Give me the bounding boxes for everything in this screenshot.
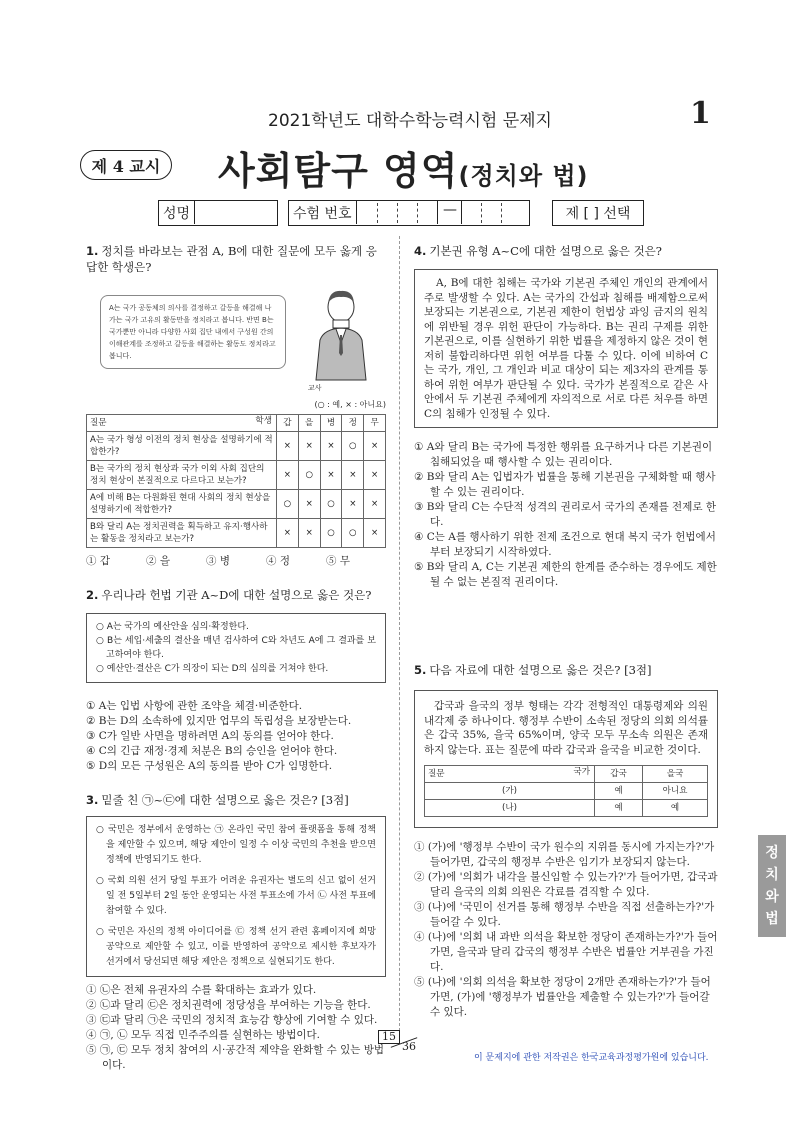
option[interactable]: ③ B와 달리 C는 수단적 성격의 권리로서 국가의 존재를 전제로 한다. [414,501,716,528]
option[interactable]: ③ ㉢과 달리 ㉠은 국민의 정치적 효능감 향상에 기여할 수 있다. [86,1014,378,1026]
question-3-stem: 3. 밑줄 친 ㉠~㉢에 대한 설명으로 옳은 것은? [3점] [86,793,349,807]
option[interactable]: ⑤ (나)에 '의회 의석을 확보한 정당이 2개만 존재하는가?'가 들어가면, (가)에 '행정부가 법률안을 제출할 수 있는가?'가 들어갈 수 있다. [414,976,711,1018]
option[interactable]: ③ 병 [206,555,230,567]
question-2-stem: 2. 우리나라 헌법 기관 A~D에 대한 설명으로 옳은 것은? [86,588,372,602]
question-5-box [414,690,718,828]
question-2-options [86,699,386,774]
exam-number-label: 수험 번호 [289,201,357,224]
question-5-options [414,840,718,1020]
question-2-box: ○ A는 국가의 예산안을 심의·확정한다. ○ B는 세입·세출의 결산을 매년 검사하여 C와 차년도 A에 그 결과를 보고하여야 한다. ○ 예산안·결산은 C가 의장이 되는 D의 심의를 거쳐야 한다. [86,613,386,683]
option[interactable]: ② B와 달리 A는 입법자가 법률을 통해 기본권을 구체화할 때 행사할 수 있는 권리이다. [414,471,716,498]
option[interactable]: ④ (나)에 '의회 내 과반 의석을 확보한 정당이 존재하는가?'가 들어가면, 을국과 달리 갑국의 행정부 수반은 법률안 거부권을 가진다. [414,931,718,973]
header-student: 학생 [255,416,272,426]
option[interactable]: ⑤ B와 달리 A, C는 기본권 제한의 한계를 준수하는 경우에도 제한될 수 없는 본질적 권리이다. [414,561,717,588]
digit-divider [397,203,398,223]
subject-sub: (정치와 법) [458,162,589,190]
digit-divider [417,203,418,223]
option[interactable]: ⑤ 무 [326,555,350,567]
page-total: 36 [402,1040,416,1053]
option[interactable]: ⑤ D의 모든 구성원은 A의 동의를 받아 C가 임명한다. [86,760,333,772]
option[interactable]: ③ (나)에 '국민이 선거를 통해 행정부 수반을 직접 선출하는가?'가 들어갈 수 있다. [414,901,715,928]
digit-divider [481,203,482,223]
option[interactable]: ① A와 달리 B는 국가에 특정한 행위를 요구하거나 다른 기본권이 침해되었을 때 행사할 수 있는 권리이다. [414,441,713,468]
table-row: (가) 예 아니요 [425,783,708,800]
option[interactable]: ④ C의 긴급 재정·경제 처분은 B의 승인을 얻어야 한다. [86,745,338,757]
question-1-figure [86,283,386,393]
exam-number-box[interactable] [288,200,530,226]
table-row: B는 국가의 정치 현상과 국가 이외 사회 집단의 정치 현상이 본질적으로 다르다고 보는가? × ○ × × × [87,461,386,490]
hyphen: — [443,202,457,218]
teacher-label: 교사 [308,384,322,392]
page-number: 1 [690,96,711,131]
period-badge: 제 4 교시 [80,150,172,180]
table-row: B와 달리 A는 정치권력을 획득하고 유지·행사하는 활동을 정치라고 보는가? × × ○ ○ × [87,519,386,548]
student-info-row [0,200,800,226]
copyright-notice: 이 문제지에 관한 저작권은 한국교육과정평가원에 있습니다. [474,1053,709,1063]
table-header-cell: 질문 국가 [425,766,595,783]
option[interactable]: ④ C는 A를 행사하기 위한 전제 조건으로 현대 복지 국가 헌법에서부터 보장되기 시작하였다. [414,531,716,558]
country-col: 갑국 [595,766,643,783]
option[interactable]: ② 을 [146,555,170,567]
footer-page-indicator [376,1030,424,1052]
option[interactable]: ① A는 입법 사항에 관한 조약을 체결·비준한다. [86,700,303,712]
option[interactable]: ② ㉡과 달리 ㉢은 정치권력에 정당성을 부여하는 기능을 한다. [86,999,371,1011]
right-column [414,243,718,1020]
name-box[interactable] [158,200,278,226]
option[interactable]: ① 갑 [86,555,110,567]
student-col: 을 [298,415,320,432]
question-5-stem: 5. 다음 자료에 대한 설명으로 옳은 것은? [3점] [414,663,652,677]
subject-main: 사회탐구 영역 [218,149,459,193]
question-5-table [424,765,708,817]
option[interactable]: ④ 정 [266,555,290,567]
question-number: 5. [414,663,427,677]
choice-box[interactable] [552,200,644,226]
option[interactable]: ① ㉡은 전체 유권자의 수를 확대하는 효과가 있다. [86,984,317,996]
question-number: 1. [86,244,99,258]
question-1-options [86,554,386,569]
student-col: 갑 [277,415,299,432]
student-col: 무 [364,415,386,432]
exam-title: 2021학년도 대학수학능력시험 문제지 [268,111,552,131]
option[interactable]: ① (가)에 '행정부 수반이 국가 원수의 지위를 동시에 가지는가?'가 들어가면, 갑국의 행정부 수반은 임기가 보장되지 않는다. [414,841,715,868]
digit-divider [437,201,438,224]
question-4-stem: 4. 기본권 유형 A~C에 대한 설명으로 옳은 것은? [414,244,662,258]
option[interactable]: ② B는 D의 소속하에 있지만 업무의 독립성을 보장받는다. [86,715,352,727]
left-column [86,243,386,1073]
question-4-passage: A, B에 대한 침해는 국가와 기본권 주체인 개인의 관계에서 주로 발생할 수 있다. A는 국가의 간섭과 침해를 배제함으로써 보장되는 기본권으로, 기본권 제한이 헌법상 과잉 금지의 원칙에 위반될 경우 위헌 판단이 가능하다. B는 권리 구제를 위한 기본권으로, 이를 실현하기 위한 법률을 제정하지 않은 것이 현저히 불합리하다면 위헌 여부를 다툴 수 있다. 이에 비하여 C는 국가, 개인, 그 개인과 비교 대상이 되는 제3자의 관계를 통하여 위헌 여부가 판단될 수 있다. 국가가 본질적으로 같은 사안에서 두 기본권 주체에게 자의적으로 서로 다른 처우를 하면 C의 침해가 인정될 수 있다. [414,269,718,428]
country-col: 을국 [643,766,708,783]
option[interactable]: ④ ㉠, ㉡ 모두 직접 민주주의를 실현하는 방법이다. [86,1029,320,1041]
question-3-options [86,983,386,1073]
student-col: 정 [342,415,364,432]
name-label: 성명 [159,201,195,224]
choice-label: 제 [ ] 선택 [565,206,631,222]
digit-divider [461,201,462,224]
subject-side-tab: 정 치 와 법 [758,835,786,937]
question-4-options [414,440,718,590]
student-col: 병 [320,415,342,432]
question-1-stem: 1. 정치를 바라보는 관점 A, B에 대한 질문에 모두 옳게 응답한 학생은? [86,244,377,274]
table-row: A는 국가 형성 이전의 정치 현상을 설명하기에 적합한가? × × × ○ × [87,432,386,461]
header-question: 질문 [90,418,107,428]
question-1-table [86,414,386,548]
question-number: 2. [86,588,99,602]
table-header-cell [87,415,277,432]
subject-title [218,140,589,195]
digit-divider [501,203,502,223]
table-row: A에 비해 B는 다원화된 현대 사회의 정치 현상을 설명하기에 적합한가? ○ × ○ × × [87,490,386,519]
legend: (○ : 예, × : 아니요) [314,400,386,409]
column-divider [399,236,400,1036]
page-current: 15 [378,1030,400,1044]
option[interactable]: ② (가)에 '의회가 내각을 불신임할 수 있는가?'가 들어가면, 갑국과 달리 을국의 의회 의원은 각료를 겸직할 수 있다. [414,871,718,898]
option[interactable]: ⑤ ㉠, ㉢ 모두 정치 참여의 시·공간적 제약을 완화할 수 있는 방법이다. [86,1044,385,1071]
table-row: (나) 예 예 [425,800,708,817]
digit-divider [377,203,378,223]
question-5-passage: 갑국과 을국의 정부 형태는 각각 전형적인 대통령제와 의원 내각제 중 하나이다. 행정부 수반이 소속된 정당의 의회 의석률은 갑국 35%, 을국 65%이며, 양국 모두 무소속 의원은 존재하지 않는다. 표는 질문에 따라 갑국과 을국을 비교한 것이다. [424,700,708,756]
speech-bubble: A는 국가 공동체의 의사를 결정하고 갈등을 해결해 나가는 국가 고유의 활동만을 정치라고 봅니다. 반면 B는 국가뿐만 아니라 다양한 사회 집단 내에서 구성원 간의 이해관계를 조정하고 갈등을 해결하는 활동도 정치라고 봅니다. [100,295,286,369]
question-3-box: ○ 국민은 정부에서 운영하는 ㉠ 온라인 국민 참여 플랫폼을 통해 정책을 제안할 수 있으며, 해당 제안이 일정 수 이상 국민의 추천을 받으면 정책에 반영되기도 한다. ○ 국회 의원 선거 당일 투표가 어려운 유권자는 별도의 신고 없이 선거일 전 5일부터 2일 동안 운영되는 사전 투표소에 가서 ㉡ 사전 투표에 참여할 수 있다. ○ 국민은 자신의 정책 아이디어를 ㉢ 정책 선거 관련 홈페이지에 희망 공약으로 제안할 수 있고, 이를 반영하여 공약으로 제시한 후보자가 선거에서 당선되면 해당 제안은 정책으로 실현되기도 한다. [86,816,386,977]
option[interactable]: ③ C가 일반 사면을 명하려면 A의 동의를 얻어야 한다. [86,730,334,742]
question-number: 3. [86,793,99,807]
question-number: 4. [414,244,427,258]
teacher-illustration-icon [306,285,376,383]
